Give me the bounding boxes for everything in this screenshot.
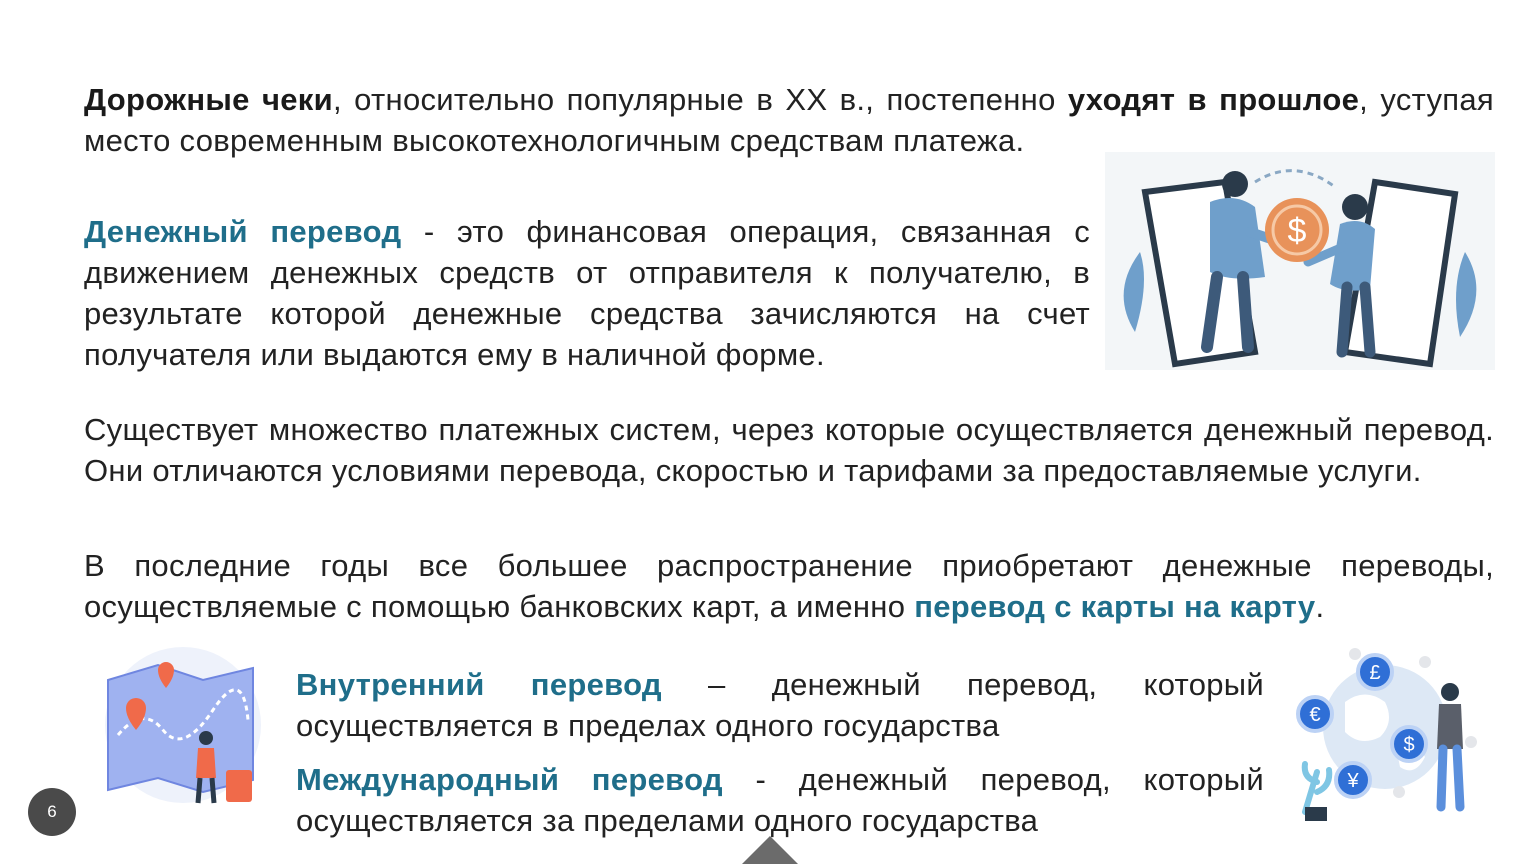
p5-text: – денежный перевод, который осуществляется в пределах одного государства	[296, 667, 1264, 743]
deco-dot-3	[1465, 736, 1477, 748]
p2-text: - это финансовая операция, связанная с движением денежных средств от отправителя к получателю, в результате которой денежные средства зачисляются на счет получателя или выдаются ему в наличной форме.	[84, 214, 1090, 372]
pound-symbol: £	[1369, 662, 1381, 684]
dollar-icon: $	[1287, 212, 1307, 250]
man-legs	[1441, 749, 1460, 807]
p1-text-2: , уступая место современным высокотехнологичным средствам платежа.	[84, 82, 1494, 158]
euro-symbol: €	[1309, 704, 1321, 726]
p6-text: - денежный перевод, который осуществляется за пределами одного государства	[296, 762, 1264, 838]
paragraph-card-transfers	[84, 545, 1494, 627]
paragraph-domestic-transfer	[296, 664, 1264, 746]
person-body	[196, 748, 216, 778]
money-transfer-illustration	[1105, 152, 1495, 370]
p3-text: Существует множество платежных систем, через которые осуществляется денежный перевод. Они отличаются условиями перевода, скоростью и тарифами за предоставляемые услуги.	[84, 412, 1494, 488]
term-going-past: уходят в прошлое	[1067, 82, 1360, 117]
deco-dot-2	[1419, 656, 1431, 668]
plant-pot	[1305, 807, 1327, 821]
dollar-symbol: $	[1403, 734, 1415, 756]
term-international-transfer: Международный перевод	[296, 762, 723, 797]
deco-dot-4	[1393, 786, 1405, 798]
yen-symbol: ¥	[1347, 770, 1359, 792]
term-money-transfer: Денежный перевод	[84, 214, 402, 249]
suitcase-icon	[226, 770, 252, 802]
man-jacket	[1437, 704, 1463, 749]
p4-end: .	[1315, 589, 1325, 624]
term-domestic-transfer: Внутренний перевод	[296, 667, 662, 702]
person-head	[199, 731, 213, 745]
cactus-plant	[1305, 764, 1330, 812]
international-globe-illustration	[1275, 632, 1505, 830]
p4-text: В последние годы все большее распространение приобретают денежные переводы, осуществляемые с помощью банковских карт, а именно	[84, 548, 1494, 624]
domestic-map-illustration	[88, 640, 268, 810]
next-slide-arrow-icon[interactable]	[742, 836, 798, 864]
term-travel-checks: Дорожные чеки	[84, 82, 333, 117]
paragraph-travel-checks	[84, 79, 1494, 161]
paragraph-money-transfer-definition	[84, 211, 1090, 375]
woman-head	[1342, 194, 1368, 220]
deco-dot	[1349, 648, 1361, 660]
paragraph-international-transfer	[296, 759, 1264, 841]
page-number: 6	[28, 788, 76, 836]
term-card-to-card: перевод с карты на карту	[914, 589, 1316, 624]
man-head	[1441, 683, 1459, 701]
man-head	[1222, 171, 1248, 197]
p1-text-1: , относительно популярные в XX в., постепенно	[332, 82, 1068, 117]
paragraph-payment-systems	[84, 409, 1494, 491]
